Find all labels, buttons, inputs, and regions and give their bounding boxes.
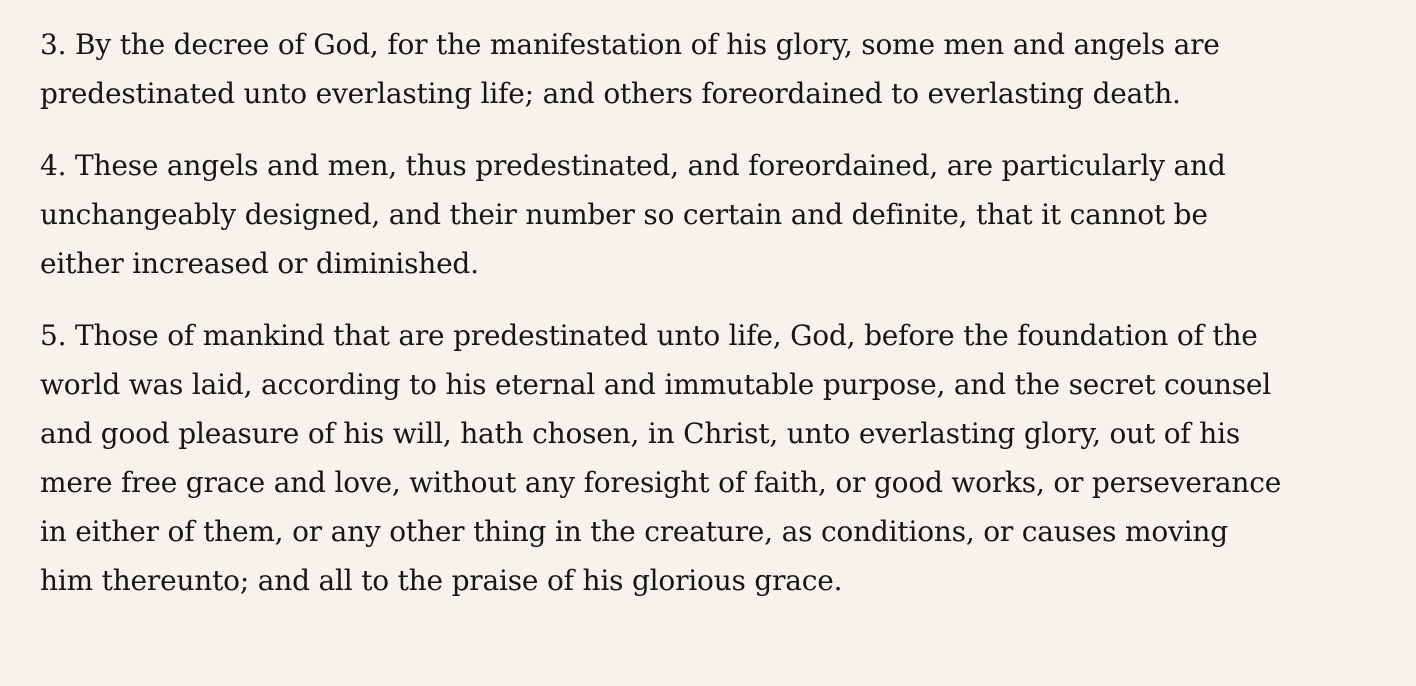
paragraph-line: predestinated unto everlasting life; and others foreordained to everlasting death. bbox=[40, 77, 1181, 110]
paragraph-3 bbox=[40, 20, 1416, 118]
paragraph-4 bbox=[40, 141, 1416, 288]
paragraph-line: unchangeably designed, and their number so certain and definite, that it cannot be bbox=[40, 198, 1208, 231]
paragraph-line: world was laid, according to his eternal and immutable purpose, and the secret counsel bbox=[40, 368, 1272, 401]
paragraph-line: 5. Those of mankind that are predestinated unto life, God, before the foundation of the bbox=[40, 319, 1258, 352]
paragraph-line: mere free grace and love, without any foresight of faith, or good works, or perseverance bbox=[40, 466, 1282, 499]
paragraph-line: 4. These angels and men, thus predestinated, and foreordained, are particularly and bbox=[40, 149, 1226, 182]
paragraph-line: in either of them, or any other thing in the creature, as conditions, or causes moving bbox=[40, 515, 1228, 548]
paragraph-line: and good pleasure of his will, hath chosen, in Christ, unto everlasting glory, out of his bbox=[40, 417, 1241, 450]
paragraph-5 bbox=[40, 311, 1416, 605]
paragraph-line: 3. By the decree of God, for the manifestation of his glory, some men and angels are bbox=[40, 28, 1220, 61]
paragraph-line: either increased or diminished. bbox=[40, 247, 479, 280]
paragraph-line: him thereunto; and all to the praise of his glorious grace. bbox=[40, 564, 843, 597]
